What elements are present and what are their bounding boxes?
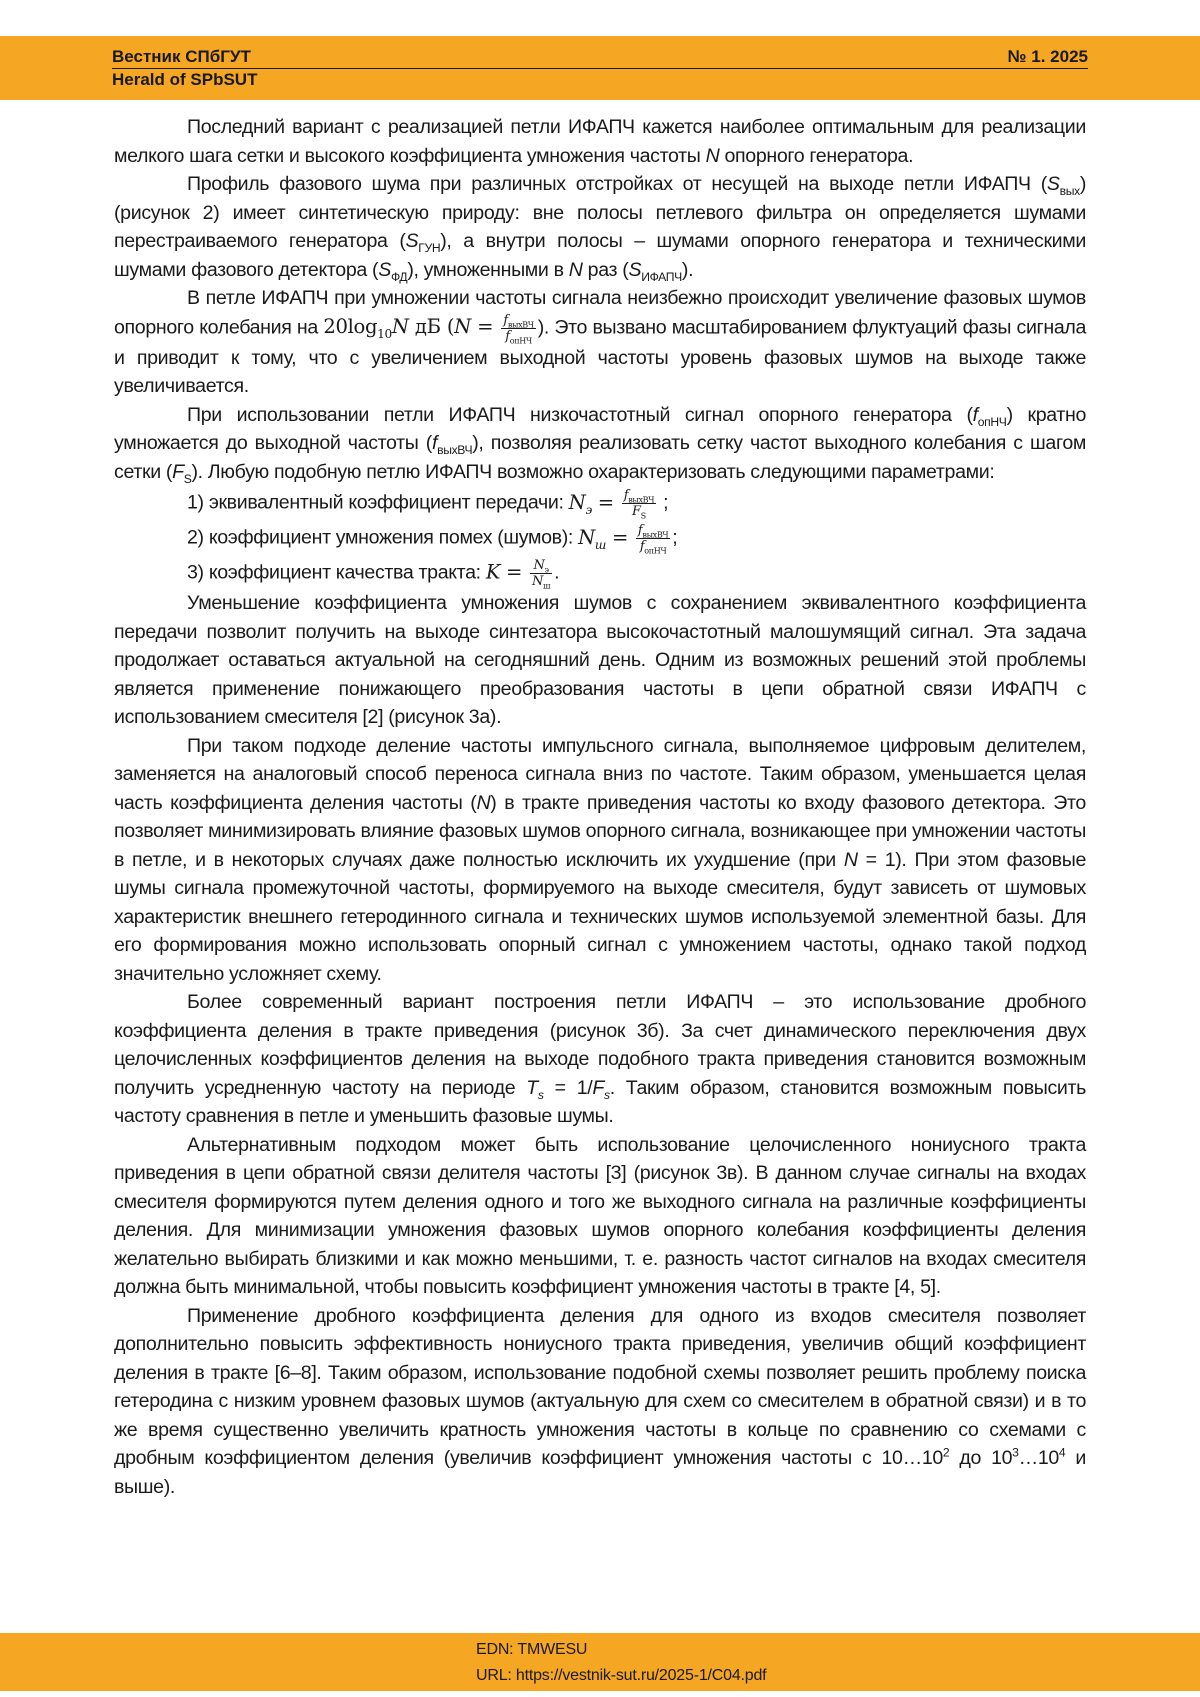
header-rule (112, 68, 1088, 69)
paragraph-5: Уменьшение коэффициента умножения шумов с сохранением эквивалентного коэффициента передачи позволит получить на выходе синтезатора высокочастотный малошумящий сигнал. Эта задача продолжает оставаться актуальной на сегодняшний день. Одним из возможных решений этой проблемы является применение понижающего преобразования частоты в цепи обратной связи ИФАПЧ с использованием смесителя [2] (рисунок 3а). (114, 592, 1086, 728)
page-footer (0, 1633, 1200, 1691)
fraction-Nsh: $\frac{f_{выхВЧ}}{f_{опНЧ}}$ (637, 523, 669, 556)
article-body (114, 113, 1086, 1501)
journal-title-en: Herald of SPbSUT (112, 70, 258, 89)
edn-code: EDN: TMWESU (476, 1641, 588, 1658)
fraction-Ne: $\frac{f_{выхВЧ}}{F_S}$ (623, 488, 655, 521)
paragraph-1: Последний вариант с реализацией петли ИФАПЧ кажется наиболее оптимальным для реализации мелкого шага сетки и высокого коэффициента умножения частоты N опорного генератора. (114, 116, 1086, 167)
paragraph-7: Более современный вариант построения петли ИФАПЧ – это использование дробного коэффициента деления в тракте приведения (рисунок 3б). За счет динамического переключения двух целочисленных коэффициентов деления на выходе подобного тракта приведения становится возможным получить усредненную частоту на периоде $T_s = 1/F_s$. Таким образом, становится возможным повысить частоту сравнения в петле и уменьшить фазовые шумы. (114, 991, 1087, 1127)
issue-number: № 1. 2025 (1007, 47, 1088, 66)
paragraph-2: Профиль фазового шума при различных отстройках от несущей на выходе петли ИФАПЧ $(S_{вых})$ (рисунок 2) имеет синтетическую природу: вне полосы петлевого фильтра он определяется шумами перестраиваемого генератора $(S_{ГУН})$, а внутри полосы – шумами опорного генератора и техническими шумами фазового детектора $(S_{ФД})$, умноженными в N раз $(S_{ИФАПЧ})$. (114, 173, 1086, 284)
footer-ids (476, 1637, 766, 1689)
paragraph-9: Применение дробного коэффициента деления для одного из входов смесителя позволяет дополнительно повысить эффективность нониусного тракта приведения, увеличив общий коэффициент деления в тракте [6–8]. Таким образом, использование подобной схемы позволяет решить проблему поиска гетеродина с низким уровнем фазовых шумов (актуальную для схем со смесителем в обратной связи) и в то же время существенно увеличить кратность умножения частоты в кольце по сравнению со схемами с дробным коэффициентом деления (увеличив коэффициент умножения частоты с $10\dots 10^2$ до $10^3\dots 10^4$ и выше). (114, 1304, 1086, 1498)
list-item-3: 3) коэффициент качества тракта: K = $\frac{N_э}{N_ш}$ . (187, 558, 560, 591)
list-item-1: 1) эквивалентный коэффициент передачи: $N_э$ = $\frac{f_{выхВЧ}}{F_S}$ ; (187, 488, 669, 521)
paragraph-8: Альтернативным подходом может быть использование целочисленного нониусного тракта приведения в цепи обратной связи делителя частоты [3] (рисунок 3в). В данном случае сигналы на входах смесителя формируются путем деления одного и того же выходного сигнала на различные коэффициенты деления. Для минимизации умножения фазовых шумов опорного колебания коэффициенты деления желательно выбирать близкими и как можно меньшими, т. е. разность частот сигналов на входах смесителя должна быть минимальной, чтобы повысить коэффициент умножения частоты в тракте [4, 5]. (114, 1133, 1086, 1298)
fraction-K: $\frac{N_э}{N_ш}$ (531, 558, 551, 591)
article-url[interactable]: URL: https://vestnik-sut.ru/2025-1/C04.pdf (476, 1667, 767, 1684)
formula-Nsh: $N_ш$ = (578, 525, 629, 552)
paragraph-6: При таком подходе деление частоты импульсного сигнала, выполняемое цифровым делителем, заменяется на аналоговый способ переноса сигнала вниз по частоте. Таким образом, уменьшается целая часть коэффициента деления частоты (N) в тракте приведения частоты ко входу фазового детектора. Это позволяет минимизировать влияние фазовых шумов опорного сигнала, возникающее при умножении частоты в петле, и в некоторых случаях даже полностью исключить их ухудшение (при N = 1). При этом фазовые шумы сигнала промежуточной частоты, формируемого на выходе смесителя, будут зависеть от шумовых характеристик внешнего гетеродинного сигнала и технических шумов используемой элементной базы. Для его формирования можно использовать опорный сигнал с умножением частоты, однако такой подход значительно усложняет схему. (114, 734, 1086, 985)
formula-log: $20\log_{10}N$ дБ (N = (323, 315, 500, 342)
list-item-2: 2) коэффициент умножения помех (шумов): $N_ш$ = $\frac{f_{выхВЧ}}{f_{опНЧ}}$ ; (187, 523, 678, 556)
fraction-N: $\frac{f_{выхВЧ}}{f_{опНЧ}}$ (503, 312, 534, 346)
formula-Ne: $N_э$ = (568, 490, 614, 517)
formula-K: K = (485, 560, 523, 584)
paragraph-3: В петле ИФАПЧ при умножении частоты сигнала неизбежно происходит увеличение фазовых шумов опорного колебания на $20\log_{10}N$ дБ (N = $\frac{f_{выхВЧ}}{f_{опНЧ}}$ ). Это вызвано масштабированием флуктуаций фазы сигнала и приводит к тому, что с увеличением выходной частоты уровень фазовых шумов на выходе также увеличивается. (114, 287, 1086, 397)
paragraph-4: При использовании петли ИФАПЧ низкочастотный сигнал опорного генератора $(f_{опНЧ})$ кратно умножается до выходной частоты $(f_{выхВЧ})$, позволяя реализовать сетку частот выходного колебания с шагом сетки $(F_S)$. Любую подобную петлю ИФАПЧ возможно охарактеризовать следующими параметрами: (114, 403, 1087, 486)
page-header (0, 36, 1200, 100)
journal-title-ru: Вестник СПбГУТ (112, 47, 251, 66)
